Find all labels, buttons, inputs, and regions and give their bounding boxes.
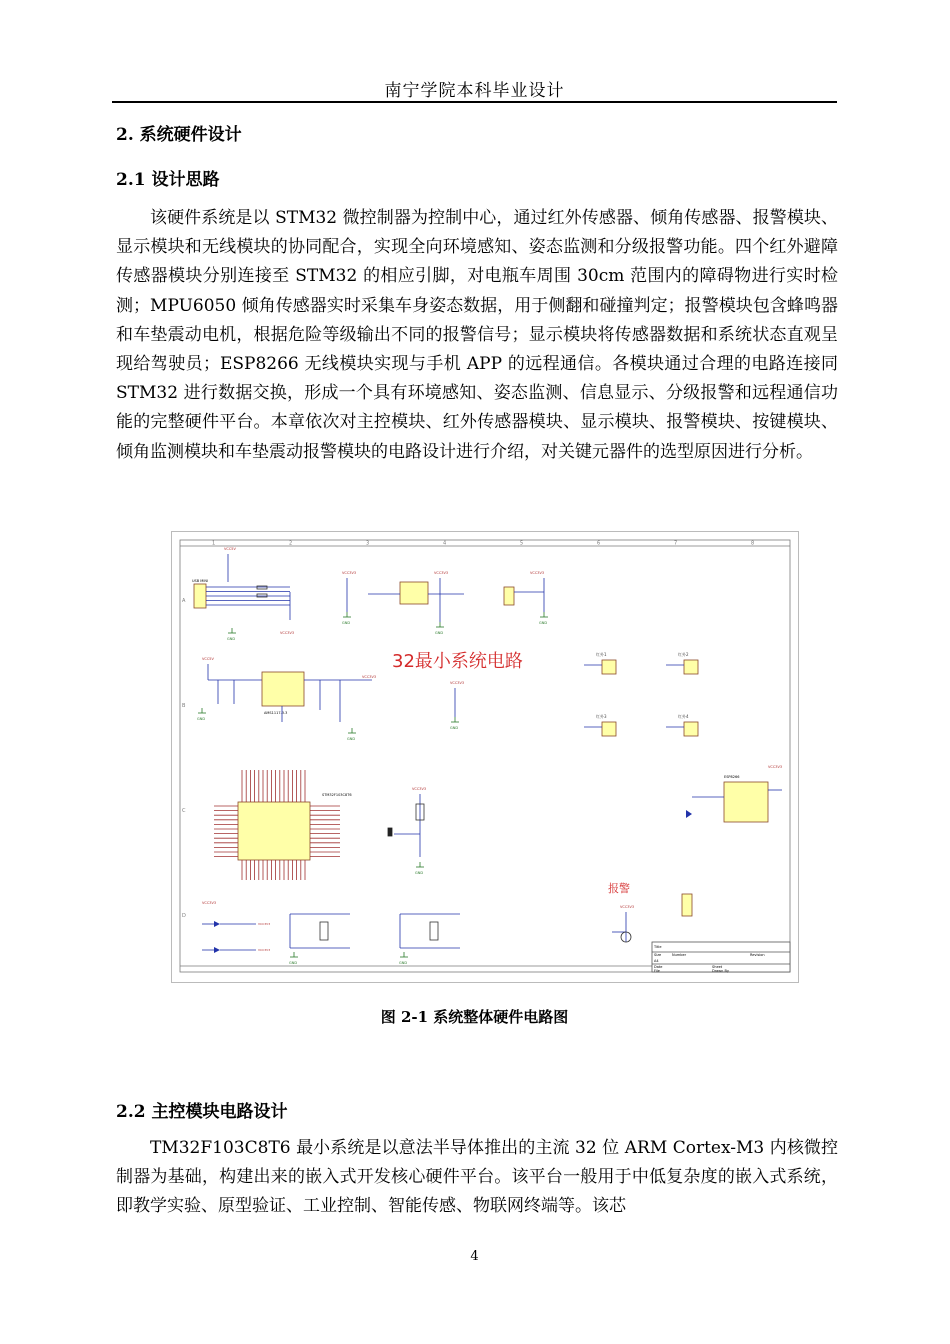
- frame-column-label: 1: [212, 540, 216, 547]
- section-heading-2-2: 2.2 主控模块电路设计: [116, 1102, 288, 1122]
- ir-sensor-connector: [684, 660, 698, 674]
- crystal: [430, 922, 438, 940]
- net-label: VCC3V3: [412, 787, 427, 791]
- ir-sensor-connector: [684, 722, 698, 736]
- frame-column-label: 4: [443, 540, 447, 547]
- diode: [686, 810, 692, 818]
- schematic-title-label: 32最小系统电路: [392, 651, 523, 672]
- frame-row-label: A: [182, 598, 186, 604]
- body-paragraph-main-control: [116, 1134, 838, 1222]
- resistor: [257, 586, 267, 589]
- swd-header: [504, 587, 514, 605]
- frame-column-label: 6: [597, 540, 601, 547]
- schematic-drawing: [172, 532, 798, 982]
- ground-label: GND: [347, 737, 356, 741]
- part-label: AMS1117-3.3: [264, 711, 288, 715]
- part-label: ESP8266: [724, 775, 740, 779]
- crystal-header: [400, 582, 428, 604]
- ground-label: GND: [399, 961, 408, 965]
- title-block-label: File: [654, 969, 660, 973]
- page-number: 4: [470, 1249, 479, 1264]
- ir-sensor-label: 红外3: [596, 714, 607, 719]
- net-label: VCC3V3: [768, 765, 783, 769]
- ir-sensor-connector: [602, 660, 616, 674]
- net-label: VCC5V: [202, 657, 214, 661]
- header-rule: [112, 101, 837, 103]
- ground-label: GND: [197, 717, 206, 721]
- title-block-label: Drawn By: [712, 969, 729, 973]
- ground-label: GND: [227, 637, 236, 641]
- net-label: VCC3V3: [342, 571, 357, 575]
- led: [214, 947, 220, 953]
- frame-row-label: D: [182, 913, 186, 919]
- title-block-label: Title: [654, 945, 662, 949]
- frame-row-label: C: [182, 808, 186, 814]
- ground-label: GND: [539, 621, 548, 625]
- net-label: VCC3V3: [434, 571, 449, 575]
- voltage-regulator-ic: [262, 672, 304, 706]
- buzzer-header: [682, 894, 692, 916]
- net-label: VCC3V3: [450, 681, 465, 685]
- title-block-label: Size: [654, 953, 662, 957]
- paragraph-text: TM32F103C8T6 最小系统是以意法半导体推出的主流 32 位 ARM Cortex-M3 内核微控制器为基础，构建出来的嵌入式开发核心硬件平台。该平台一般用于中低复杂度的嵌入式系统，即教学实验、原型验证、工业控制、智能传感、物联网终端等。该芯: [116, 1138, 838, 1217]
- section-heading-2-1: 2.1 设计思路: [116, 170, 220, 190]
- ir-sensor-label: 红外4: [678, 714, 689, 719]
- net-label: VCC3V3: [280, 631, 295, 635]
- ground-label: GND: [435, 631, 444, 635]
- resistor: [257, 594, 267, 597]
- frame-column-label: 3: [366, 540, 370, 547]
- running-header: 南宁学院本科毕业设计: [384, 81, 565, 101]
- title-block-label: Sheet: [712, 965, 723, 969]
- ground-label: GND: [415, 871, 424, 875]
- esp8266-wifi-module: [724, 782, 768, 822]
- frame-row-label: B: [182, 703, 186, 709]
- usb-connector: [194, 584, 206, 608]
- net-label: VCC3V3: [202, 901, 217, 905]
- net-label: VCC5V: [224, 547, 236, 551]
- circuit-schematic-figure: [171, 531, 799, 983]
- reset-button: [388, 828, 392, 836]
- frame-column-label: 8: [751, 540, 755, 547]
- frame-column-label: 2: [289, 540, 293, 547]
- ground-label: GND: [289, 961, 298, 965]
- ground-label: GND: [342, 621, 351, 625]
- net-label: VCC3V3: [258, 922, 271, 926]
- led: [214, 921, 220, 927]
- frame-column-label: 5: [520, 540, 524, 547]
- part-label: STM32F103C8T6: [322, 793, 352, 797]
- frame-column-label: 7: [674, 540, 678, 547]
- title-block-value: A4: [654, 959, 659, 963]
- title-block-label: Number: [672, 953, 687, 957]
- paragraph-text: 该硬件系统是以 STM32 微控制器为控制中心，通过红外传感器、倾角传感器、报警模块、显示模块和无线模块的协同配合，实现全向环境感知、姿态监测和分级报警功能。四个红外避障传感器模块分别连接至 STM32 的相应引脚，对电瓶车周围 30cm 范围内的障碍物进行实时检测；MPU6050 倾角传感器实时采集车身姿态数据，用于侧翻和碰撞判定；报警模块包含蜂鸣器和车垫震动电机，根据危险等级输出不同的报警信号；显示模块将传感器数据和系统状态直观呈现给驾驶员；ESP8266 无线模块实现与手机 APP 的远程通信。各模块通过合理的电路连接同 STM32 进行数据交换，形成一个具有环境感知、姿态监测、信息显示、分级报警和远程通信功能的完整硬件平台。本章依次对主控模块、红外传感器模块、显示模块、报警模块、按键模块、倾角监测模块和车垫震动报警模块的电路设计进行介绍，对关键元器件的选型原因进行分析。: [116, 208, 838, 462]
- stm32-mcu-chip: [238, 802, 310, 860]
- crystal: [320, 922, 328, 940]
- net-label: VCC3V3: [530, 571, 545, 575]
- ir-sensor-label: 红外2: [678, 652, 689, 657]
- ground-label: GND: [450, 726, 459, 730]
- title-block-label: Revision: [750, 953, 765, 957]
- section-heading-2: 2. 系统硬件设计: [116, 125, 242, 145]
- title-block-label: Date: [654, 965, 663, 969]
- net-label: VCC3V3: [362, 675, 377, 679]
- ir-sensor-label: 红外1: [596, 652, 607, 657]
- alarm-section-label: 报警: [608, 882, 630, 895]
- body-paragraph-design-idea: [116, 204, 838, 467]
- part-label: USB MINI: [192, 579, 208, 583]
- net-label: VCC3V3: [620, 905, 635, 909]
- net-label: VCC3V3: [258, 948, 271, 952]
- ir-sensor-connector: [602, 722, 616, 736]
- figure-caption: 图 2-1 系统整体硬件电路图: [380, 1008, 569, 1026]
